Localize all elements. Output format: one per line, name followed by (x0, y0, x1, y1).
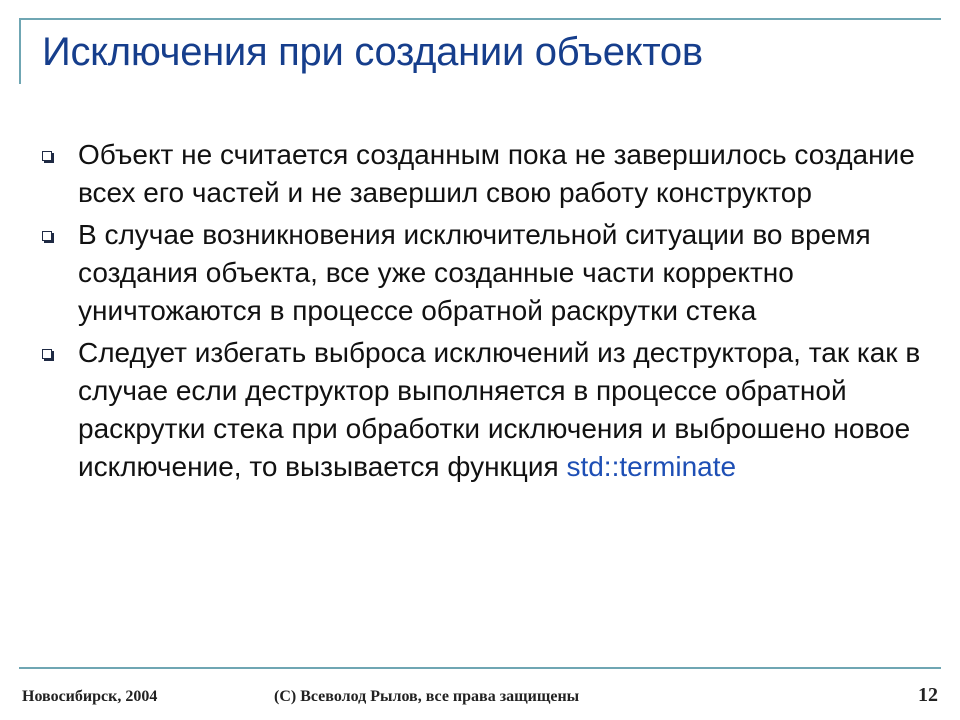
bullet-item (42, 136, 942, 212)
square-bullet-icon (42, 349, 52, 359)
top-divider (19, 18, 941, 20)
footer-copyright: (С) Всеволод Рылов, все права защищены (274, 688, 580, 705)
title-side-divider (19, 18, 21, 84)
square-bullet-icon (42, 151, 52, 161)
page-number: 12 (918, 684, 938, 706)
bullet-text: В случае возникновения исключительной ситуации во время создания объекта, все уже созданные части корректно уничтожаются в процессе обратной раскрутки стека (78, 219, 871, 326)
footer-location-year: Новосибирск, 2004 (22, 688, 158, 705)
bullet-item (42, 216, 942, 330)
bullet-item (42, 334, 942, 486)
bullet-list (42, 136, 942, 490)
bottom-divider (19, 667, 941, 669)
bullet-text: Объект не считается созданным пока не завершилось создание всех его частей и не завершил свою работу конструктор (78, 139, 915, 208)
slide-title: Исключения при создании объектов (42, 30, 703, 74)
square-bullet-icon (42, 231, 52, 241)
code-term: std::terminate (566, 451, 737, 482)
bullet-text: Следует избегать выброса исключений из деструктора, так как в случае если деструктор выполняется в процессе обратной раскрутки стека при обработки исключения и выброшено новое исключение, то вызывается функция (78, 337, 921, 482)
